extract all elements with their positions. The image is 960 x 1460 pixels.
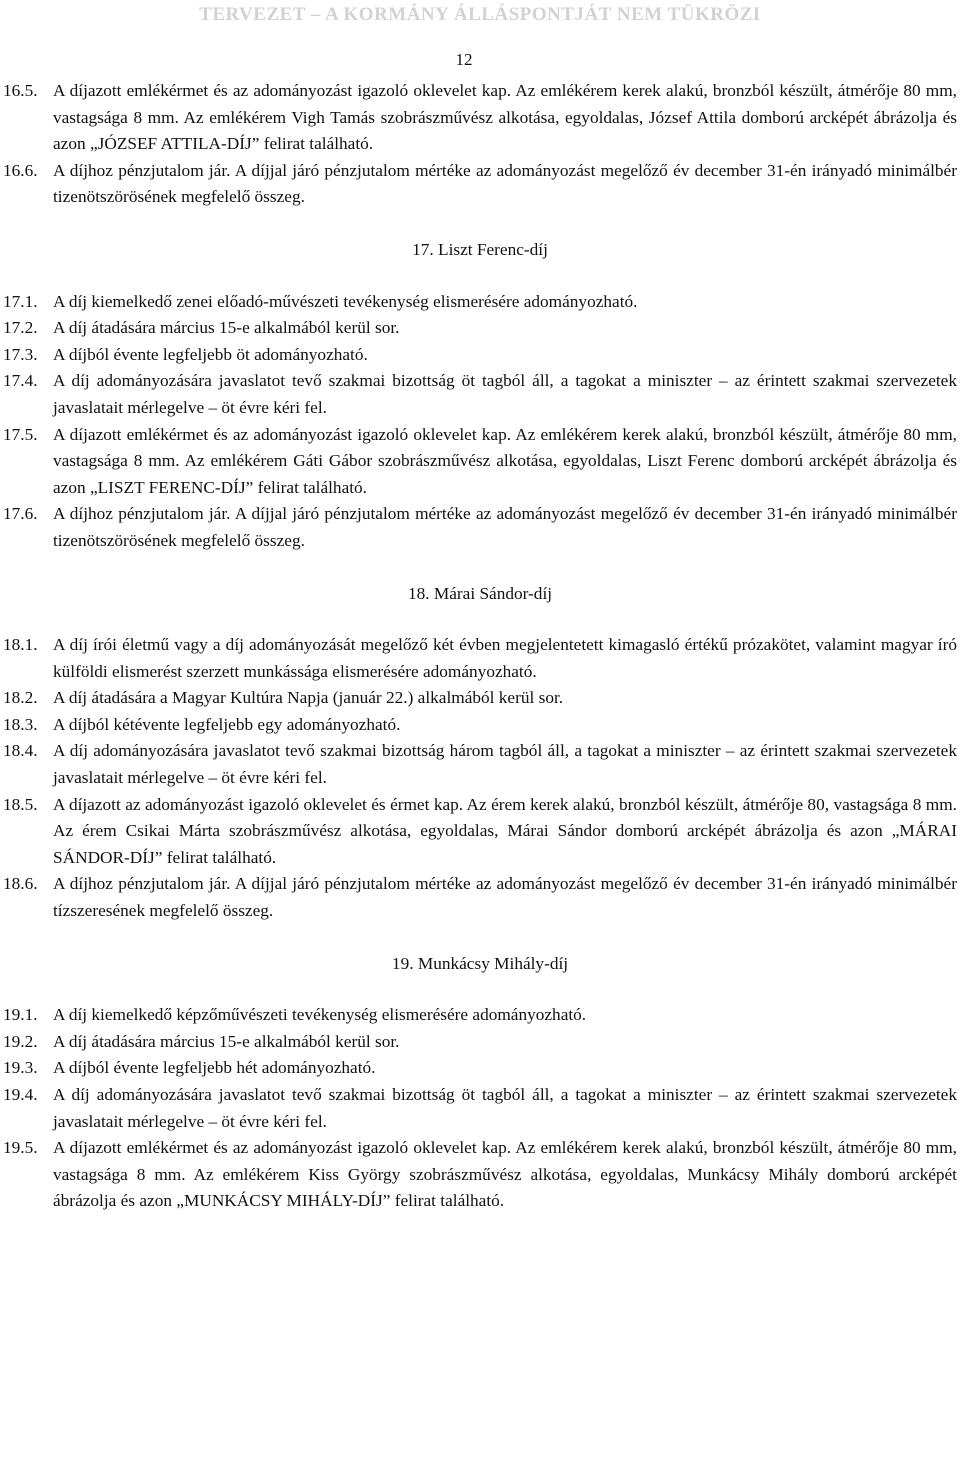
paragraph-18-3 [3,712,957,739]
paragraph-number: 19.2. [3,1031,38,1051]
paragraph-text: A díj átadására március 15-e alkalmából kerül sor. [53,318,400,338]
page-number: 12 [455,50,473,69]
paragraph-number: 17.3. [3,344,38,364]
paragraph-text: A díj átadására március 15-e alkalmából kerül sor. [53,1031,400,1051]
paragraph-18-6 [3,871,957,924]
paragraph-number: 16.6. [3,160,38,180]
paragraph-text: A díj adományozására javaslatot tevő szakmai bizottság öt tagból áll, a tagokat a miniszter – az érintett szakmai szervezetek javaslatait mérlegelve – öt évre kéri fel. [53,371,957,417]
paragraph-number: 19.5. [3,1138,38,1158]
paragraph-19-3 [3,1055,957,1082]
paragraph-17-3 [3,342,957,369]
paragraph-text: A díjazott emlékérmet és az adományozást igazoló oklevelet kap. Az emlékérem kerek alakú, bronzból készült, átmérője 80 mm, vastagsága 8 mm. Az emlékérem Gáti Gábor szobrászművész alkotása, egyoldalas, Liszt Ferenc domború arcképét ábrázolja és azon „LISZT FERENC-DÍJ” felirat található. [53,424,957,497]
section-title-munkacsy-mihaly: 19. Munkácsy Mihály-díj [391,953,569,973]
draft-watermark: TERVEZET – A KORMÁNY ÁLLÁSPONTJÁT NEM TÜKRÖZI [199,4,761,25]
paragraph-19-5 [3,1135,957,1215]
paragraph-16-5 [3,78,957,158]
paragraph-text: A díj kiemelkedő képzőművészeti tevékenység elismerésére adományozható. [53,1005,587,1025]
paragraph-number: 19.1. [3,1005,38,1025]
paragraph-18-4 [3,738,957,791]
paragraph-number: 19.3. [3,1058,38,1078]
paragraph-19-1 [3,1002,957,1029]
paragraph-text: A díjazott emlékérmet és az adományozást igazoló oklevelet kap. Az emlékérem kerek alakú, bronzból készült, átmérője 80 mm, vastagsága 8 mm. Az emlékérem Vigh Tamás szobrászművész alkotása, egyoldalas, József Attila domború arcképét ábrázolja és azon „JÓZSEF ATTILA-DÍJ” felirat található. [53,81,957,154]
paragraph-number: 17.2. [3,318,38,338]
paragraph-number: 18.3. [3,714,38,734]
paragraph-text: A díjazott emlékérmet és az adományozást igazoló oklevelet kap. Az emlékérem kerek alakú, bronzból készült, átmérője 80 mm, vastagsága 8 mm. Az emlékérem Kiss György szobrászművész alkotása, egyoldalas, Munkácsy Mihály domború arcképét ábrázolja és azon „MUNKÁCSY MIHÁLY-DÍJ” felirat található. [53,1138,957,1211]
paragraph-17-4 [3,368,957,421]
paragraph-text: A díj adományozására javaslatot tevő szakmai bizottság három tagból áll, a tagokat a miniszter – az érintett szakmai szervezetek javaslatait mérlegelve – öt évre kéri fel. [53,741,957,788]
paragraph-17-1 [3,289,957,316]
paragraph-text: A díjhoz pénzjutalom jár. A díjjal járó pénzjutalom mértéke az adományozást megelőző év december 31-én irányadó minimálbér tizenötszörösének megfelelő összeg. [53,504,957,550]
section-title-marai-sandor: 18. Márai Sándor-díj [407,583,553,603]
paragraph-19-2 [3,1029,957,1056]
paragraph-text: A díj átadására a Magyar Kultúra Napja (január 22.) alkalmából kerül sor. [53,688,564,708]
document-body [0,78,960,1215]
paragraph-text: A díjhoz pénzjutalom jár. A díjjal járó pénzjutalom mértéke az adományozást megelőző év december 31-én irányadó minimálbér tízszeresének megfelelő összeg. [53,874,957,921]
paragraph-number: 17.5. [3,424,38,444]
paragraph-text: A díjból kétévente legfeljebb egy adományozható. [53,714,401,734]
paragraph-number: 17.4. [3,371,38,391]
paragraph-text: A díj adományozására javaslatot tevő szakmai bizottság öt tagból áll, a tagokat a miniszter – az érintett szakmai szervezetek javaslatait mérlegelve – öt évre kéri fel. [53,1085,957,1131]
paragraph-17-2 [3,315,957,342]
paragraph-18-5 [3,792,957,872]
paragraph-17-6 [3,501,957,554]
paragraph-text: A díjból évente legfeljebb öt adományozható. [53,344,368,364]
paragraph-text: A díj kiemelkedő zenei előadó-művészeti tevékenység elismerésére adományozható. [53,291,638,311]
paragraph-text: A díjazott az adományozást igazoló oklevelet és érmet kap. Az érem kerek alakú, bronzból készült, átmérője 80, vastagsága 8 mm. Az érem Csikai Márta szobrászművész alkotása, egyoldalas, Márai Sándor domború arcképét ábrázolja és azon „MÁRAI SÁNDOR-DÍJ” felirat található. [53,794,957,867]
paragraph-16-6 [3,158,957,211]
paragraph-text: A díjból évente legfeljebb hét adományozható. [53,1058,376,1078]
section-title-liszt-ferenc: 17. Liszt Ferenc-díj [412,239,548,259]
paragraph-text: A díj írói életmű vagy a díj adományozását megelőző két évben megjelentetett kimagasló értékű prózakötet, valamint magyar író külföldi elismerést szerzett munkássága elismerésére adományozható. [53,635,957,681]
paragraph-17-5 [3,422,957,502]
paragraph-number: 16.5. [3,81,38,100]
paragraph-number: 18.1. [3,635,38,655]
paragraph-number: 18.6. [3,874,38,894]
paragraph-number: 17.1. [3,291,38,311]
paragraph-number: 17.6. [3,504,38,524]
paragraph-19-4 [3,1082,957,1135]
paragraph-text: A díjhoz pénzjutalom jár. A díjjal járó pénzjutalom mértéke az adományozást megelőző év december 31-én irányadó minimálbér tizenötszörösének megfelelő összeg. [53,160,957,207]
paragraph-18-1 [3,632,957,685]
paragraph-number: 18.4. [3,741,38,761]
paragraph-number: 18.5. [3,794,38,814]
paragraph-number: 19.4. [3,1085,38,1104]
paragraph-18-2 [3,685,957,712]
paragraph-number: 18.2. [3,688,38,708]
